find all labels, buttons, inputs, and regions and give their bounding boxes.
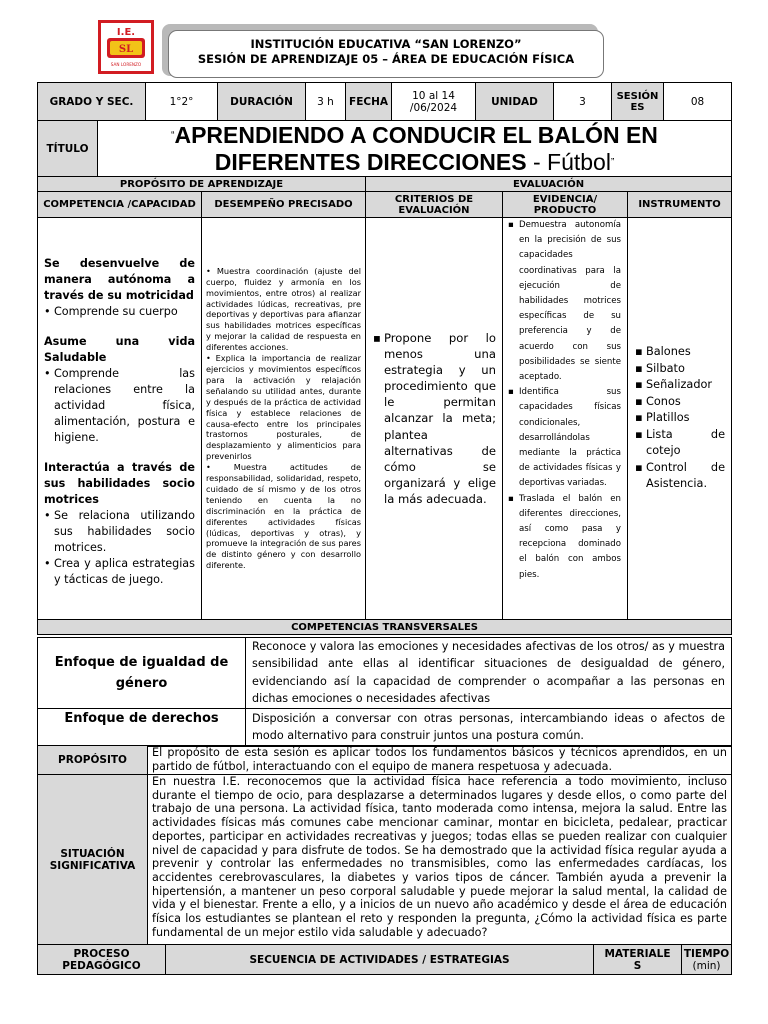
materiales-heading: MATERIALE S xyxy=(594,945,682,975)
grado-label: GRADO Y SEC. xyxy=(38,83,146,121)
instrumento-item: ▪ Silbato xyxy=(634,361,725,378)
capacidad-item: • Comprende su cuerpo xyxy=(44,304,195,320)
institution-name: INSTITUCIÓN EDUCATIVA “SAN LORENZO” xyxy=(250,37,522,51)
desempenos-cell xyxy=(202,218,366,620)
instrumento-item: ▪ Señalizador xyxy=(634,377,725,394)
competencia-title: Interactúa a través de sus habilidades socio motrices xyxy=(44,460,195,506)
col-desempeno: DESEMPEÑO PRECISADO xyxy=(202,192,366,218)
col-competencia: COMPETENCIA /CAPACIDAD xyxy=(38,192,202,218)
criterio-item: ▪ Propone por lo menos una estrategia y un procedimiento que le permitan alcanzar la meta; plantea alternativas de cómo se organizará y elige la más adecuada. xyxy=(372,330,496,507)
situacion-label: SITUACIÓN SIGNIFICATIVA xyxy=(38,775,148,945)
grado-value: 1°2° xyxy=(146,83,218,121)
col-criterios: CRITERIOS DE EVALUACIÓN xyxy=(366,192,503,218)
enfoque-name: Enfoque de derechos xyxy=(38,708,246,746)
evidencia-item: ▪ Demuestra autonomía en la precisión de sus capacidades coordinativas para la ejecución de habilidades motrices específicas de su preferencia y de acuerdo con sus posibilidades se siente aceptado. xyxy=(507,218,621,385)
enfoque-name: Enfoque de igualdad de género xyxy=(38,638,246,709)
proposito-text: El propósito de esta sesión es aplicar todos los fundamentos básicos y técnicos aprendidos, en un partido de fútbol, interactuando con el equipo de manera respetuosa y adecuada. xyxy=(148,746,732,775)
instrumento-item: ▪ Control de Asistencia. xyxy=(634,460,725,493)
instrumentos-cell xyxy=(628,218,732,620)
instrumento-item: ▪ Conos xyxy=(634,394,725,411)
col-evidencia: EVIDENCIA/ PRODUCTO xyxy=(503,192,628,218)
titulo-label: TÍTULO xyxy=(38,121,98,177)
fecha-value: 10 al 14 /06/2024 xyxy=(392,83,476,121)
proposito-aprendizaje-heading: PROPÓSITO DE APRENDIZAJE xyxy=(38,177,366,192)
logo-subtitle: SAN LORENZO xyxy=(110,62,142,67)
secuencia-header-table xyxy=(37,944,732,975)
evaluacion-heading: EVALUACIÓN xyxy=(366,177,732,192)
enfoque-text: Reconoce y valora las emociones y necesidades afectivas de los otros/ as y muestra sensibilidad ante ellas al identificar situaciones de desigualdad de género, evidenciando así la capacidad de comprender o acompañar a las personas en dichas emociones o necesidades afectivas xyxy=(246,638,732,709)
competencia-title: Asume una vida Saludable xyxy=(44,334,195,364)
col-instrumento: INSTRUMENTO xyxy=(628,192,732,218)
session-topic-title: “APRENDIENDO A CONDUCIR EL BALÓN EN DIFERENTES DIRECCIONES - Fútbol” xyxy=(98,121,732,177)
proposito-label: PROPÓSITO xyxy=(38,746,148,775)
duracion-value: 3 h xyxy=(306,83,346,121)
transversales-table xyxy=(37,637,732,747)
desempeno-item: • Explica la importancia de realizar ejercicios y movimientos específicos para la activación y relajación señalando su utilidad antes, durante y después de la práctica de actividad física y establece relaciones de causa-efecto entre los principales trastornos posturales, de desplazamiento y alimenticios para prevenirlos xyxy=(206,353,361,462)
desempeno-item: • Muestra coordinación (ajuste del cuerpo, fluidez y armonía en los movimientos, entre otros) al realizar actividades lúdicas, recreativas, pre deportivas y deportivas para afianzar sus habilidades motrices específicas y mejorar la calidad de respuesta en diferentes acciones. xyxy=(206,265,361,353)
logo-text: I.E. xyxy=(116,27,136,38)
evidencia-item: ▪ Identifica sus capacidades físicas condicionales, desarrollándolas mediante la práctica de actividades físicas y deportivas variadas. xyxy=(507,385,621,491)
proposito-table xyxy=(37,745,732,945)
sesiones-label: SESIÓN ES xyxy=(612,83,664,121)
competencias-cell xyxy=(38,218,202,620)
criterios-cell xyxy=(366,218,503,620)
duracion-label: DURACIÓN xyxy=(218,83,306,121)
main-table xyxy=(37,120,732,635)
info-table xyxy=(37,82,732,121)
instrumento-item: ▪ Platillos xyxy=(634,410,725,427)
logo-initials: SL xyxy=(118,44,134,55)
proceso-heading: PROCESO PEDAGÓGICO xyxy=(38,945,166,975)
enfoque-text: Disposición a conversar con otras personas, intercambiando ideas o afectos de modo alternativo para construir juntos una postura común. xyxy=(246,708,732,746)
sesiones-value: 08 xyxy=(664,83,732,121)
evidencia-item: ▪ Traslada el balón en diferentes direcciones, así como pasa y recepciona dominado el balón con ambos pies. xyxy=(507,492,621,583)
school-logo xyxy=(98,20,154,74)
capacidad-item: • Crea y aplica estrategias y tácticas de juego. xyxy=(44,556,195,588)
capacidad-item: • Se relaciona utilizando sus habilidades socio motrices. xyxy=(44,508,195,556)
instrumento-item: ▪ Lista de cotejo xyxy=(634,427,725,460)
situacion-text: En nuestra I.E. reconocemos que la actividad física hace referencia a todo movimiento, incluso durante el tiempo de ocio, para desplazarse a determinados lugares y desde ellos, o como parte del trabajo de una persona. La actividad física, tanto moderada como intensa, mejora la salud. Entre las actividades físicas más comunes cabe mencionar caminar, montar en bicicleta, pedalear, practicar deportes, participar en actividades recreativas y juegos; todas ellas se pueden realizar con cualquier nivel de capacidad y para disfrute de todos. Se ha demostrado que la actividad física regular ayuda a prevenir y controlar las enfermedades no transmisibles, como las enfermedades cardíacas, los accidentes cerebrovasculares, la diabetes y varios tipos de cáncer. También ayuda a prevenir la hipertensión, a mantener un peso corporal saludable y puede mejorar la salud mental, la calidad de vida y el bienestar. Frente a ello, y a inicios de un nuevo año académico y desde el área de educación física los estudiantes se plantean el reto y responden la pregunta, ¿Cómo la actividad física es parte fundamental de un mejor estilo vida saludable y adecuado? xyxy=(148,775,732,945)
unidad-value: 3 xyxy=(554,83,612,121)
session-title: SESIÓN DE APRENDIZAJE 05 – ÁREA DE EDUCACIÓN FÍSICA xyxy=(197,52,575,66)
competencia-title: Se desenvuelve de manera autónoma a través de su motricidad xyxy=(44,256,195,302)
fecha-label: FECHA xyxy=(346,83,392,121)
tiempo-heading: TIEMPO (min) xyxy=(682,945,732,975)
transversales-heading: COMPETENCIAS TRANSVERSALES xyxy=(38,620,732,635)
instrumento-item: ▪ Balones xyxy=(634,344,725,361)
secuencia-heading: SECUENCIA DE ACTIVIDADES / ESTRATEGIAS xyxy=(166,945,594,975)
desempeno-item: • Muestra actitudes de responsabilidad, solidaridad, respeto, cuidado de sí mismo y de los otros teniendo en cuenta la no discriminación en la práctica de diferentes actividades físicas (lúdicas, deportivas y otras), y promueve la integración de sus pares de distinto género y con desarrollo diferente. xyxy=(206,462,361,571)
unidad-label: UNIDAD xyxy=(476,83,554,121)
header-box xyxy=(168,30,604,78)
capacidad-item: • Comprende las relaciones entre la actividad física, alimentación, postura e higiene. xyxy=(44,366,195,446)
evidencias-cell xyxy=(503,218,628,620)
